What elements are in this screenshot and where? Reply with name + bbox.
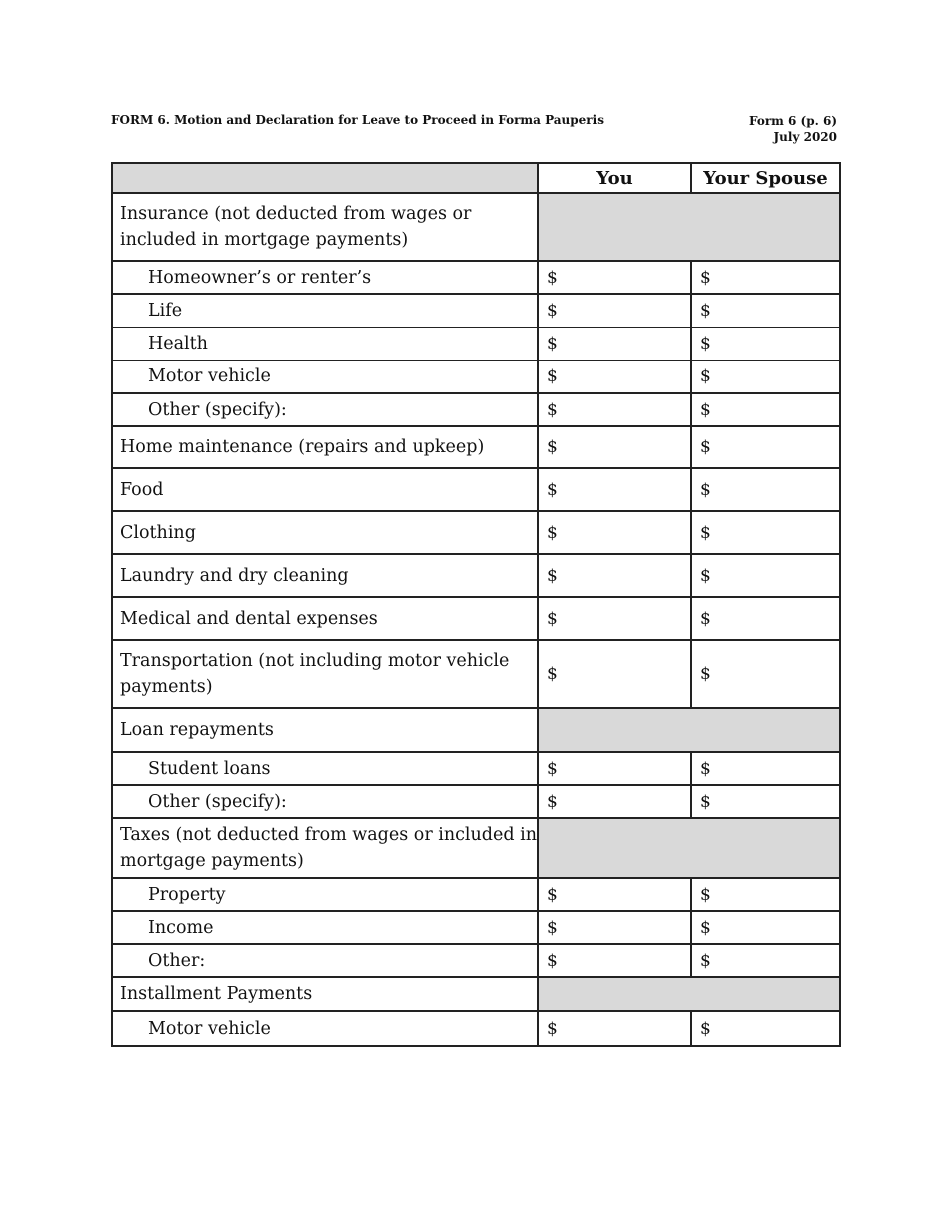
row-label-laundry: Laundry and dry cleaning [112, 554, 538, 597]
table-row-taxes [112, 818, 840, 878]
row-label-home-maintenance: Home maintenance (repairs and upkeep) [112, 426, 538, 468]
table-header-row [112, 163, 840, 193]
table-row-insurance [112, 193, 840, 261]
row-label-homeowner: Homeowner’s or renter’s [112, 261, 538, 294]
header-blank-cell [112, 163, 538, 193]
row-label-property: Property [112, 878, 538, 911]
row-label-student-loans: Student loans [112, 752, 538, 785]
amount-field-spouse[interactable]: $ [691, 393, 840, 426]
table-row-food [112, 468, 840, 511]
amount-field-you[interactable]: $ [538, 468, 691, 511]
amount-field-spouse[interactable]: $ [691, 597, 840, 640]
row-label-other: Other: [112, 944, 538, 977]
amount-field-you[interactable]: $ [538, 554, 691, 597]
amount-field-you[interactable]: $ [538, 426, 691, 468]
amount-field-you[interactable]: $ [538, 911, 691, 944]
amount-field-spouse[interactable]: $ [691, 261, 840, 294]
row-label-installment: Installment Payments [112, 977, 538, 1011]
shaded-cell [538, 193, 840, 261]
amount-field-spouse[interactable]: $ [691, 911, 840, 944]
form-page-info [749, 113, 837, 145]
shaded-cell [538, 818, 840, 878]
amount-field-you[interactable]: $ [538, 1011, 691, 1046]
amount-field-you[interactable]: $ [538, 261, 691, 294]
column-header-you: You [538, 163, 691, 193]
row-label-clothing: Clothing [112, 511, 538, 554]
table-row-transportation [112, 640, 840, 708]
row-label-insurance: Insurance (not deducted from wages or included in mortgage payments) [112, 193, 538, 261]
table-row-laundry [112, 554, 840, 597]
table-row-motor-vehicle-installment [112, 1011, 840, 1046]
row-label-motor-vehicle: Motor vehicle [112, 1011, 538, 1046]
amount-field-you[interactable]: $ [538, 360, 691, 393]
amount-field-spouse[interactable]: $ [691, 554, 840, 597]
table-row-other-tax [112, 944, 840, 977]
table-row-other-loans [112, 785, 840, 818]
table-row-income [112, 911, 840, 944]
form-date: July 2020 [773, 130, 837, 144]
amount-field-you[interactable]: $ [538, 393, 691, 426]
amount-field-you[interactable]: $ [538, 878, 691, 911]
amount-field-spouse[interactable]: $ [691, 468, 840, 511]
row-label-health: Health [112, 327, 538, 360]
row-label-motor-vehicle: Motor vehicle [112, 360, 538, 393]
row-label-food: Food [112, 468, 538, 511]
table-row-student-loans [112, 752, 840, 785]
amount-field-you[interactable]: $ [538, 327, 691, 360]
amount-field-spouse[interactable]: $ [691, 1011, 840, 1046]
amount-field-you[interactable]: $ [538, 294, 691, 327]
amount-field-spouse[interactable]: $ [691, 327, 840, 360]
row-label-transportation: Transportation (not including motor vehicle payments) [112, 640, 538, 708]
table-row-loan-repayments [112, 708, 840, 752]
amount-field-spouse[interactable]: $ [691, 294, 840, 327]
row-label-other-specify: Other (specify): [112, 785, 538, 818]
table-row-homeowner [112, 261, 840, 294]
table-row-clothing [112, 511, 840, 554]
row-label-loan-repayments: Loan repayments [112, 708, 538, 752]
shaded-cell [538, 977, 840, 1011]
row-label-life: Life [112, 294, 538, 327]
amount-field-spouse[interactable]: $ [691, 944, 840, 977]
table-row-health [112, 327, 840, 360]
table-row-motor-vehicle-insurance [112, 360, 840, 393]
table-row-installment [112, 977, 840, 1011]
table-row-life [112, 294, 840, 327]
amount-field-you[interactable]: $ [538, 944, 691, 977]
amount-field-spouse[interactable]: $ [691, 360, 840, 393]
amount-field-spouse[interactable]: $ [691, 878, 840, 911]
row-label-taxes: Taxes (not deducted from wages or included in mortgage payments) [112, 818, 538, 878]
row-label-medical: Medical and dental expenses [112, 597, 538, 640]
table-row-home-maintenance [112, 426, 840, 468]
amount-field-you[interactable]: $ [538, 511, 691, 554]
amount-field-you[interactable]: $ [538, 752, 691, 785]
table-row-medical [112, 597, 840, 640]
form-page-number: Form 6 (p. 6) [748, 114, 837, 128]
column-header-spouse: Your Spouse [691, 163, 840, 193]
row-label-income: Income [112, 911, 538, 944]
row-label-other-specify: Other (specify): [112, 393, 538, 426]
table-row-other-insurance [112, 393, 840, 426]
amount-field-spouse[interactable]: $ [691, 511, 840, 554]
amount-field-spouse[interactable]: $ [691, 426, 840, 468]
amount-field-you[interactable]: $ [538, 785, 691, 818]
amount-field-you[interactable]: $ [538, 640, 691, 708]
amount-field-you[interactable]: $ [538, 597, 691, 640]
table-row-property [112, 878, 840, 911]
amount-field-spouse[interactable]: $ [691, 785, 840, 818]
amount-field-spouse[interactable]: $ [691, 752, 840, 785]
amount-field-spouse[interactable]: $ [691, 640, 840, 708]
expenses-table [111, 162, 841, 1047]
form-title: FORM 6. Motion and Declaration for Leave to Proceed in Forma Pauperis [111, 113, 604, 127]
shaded-cell [538, 708, 840, 752]
